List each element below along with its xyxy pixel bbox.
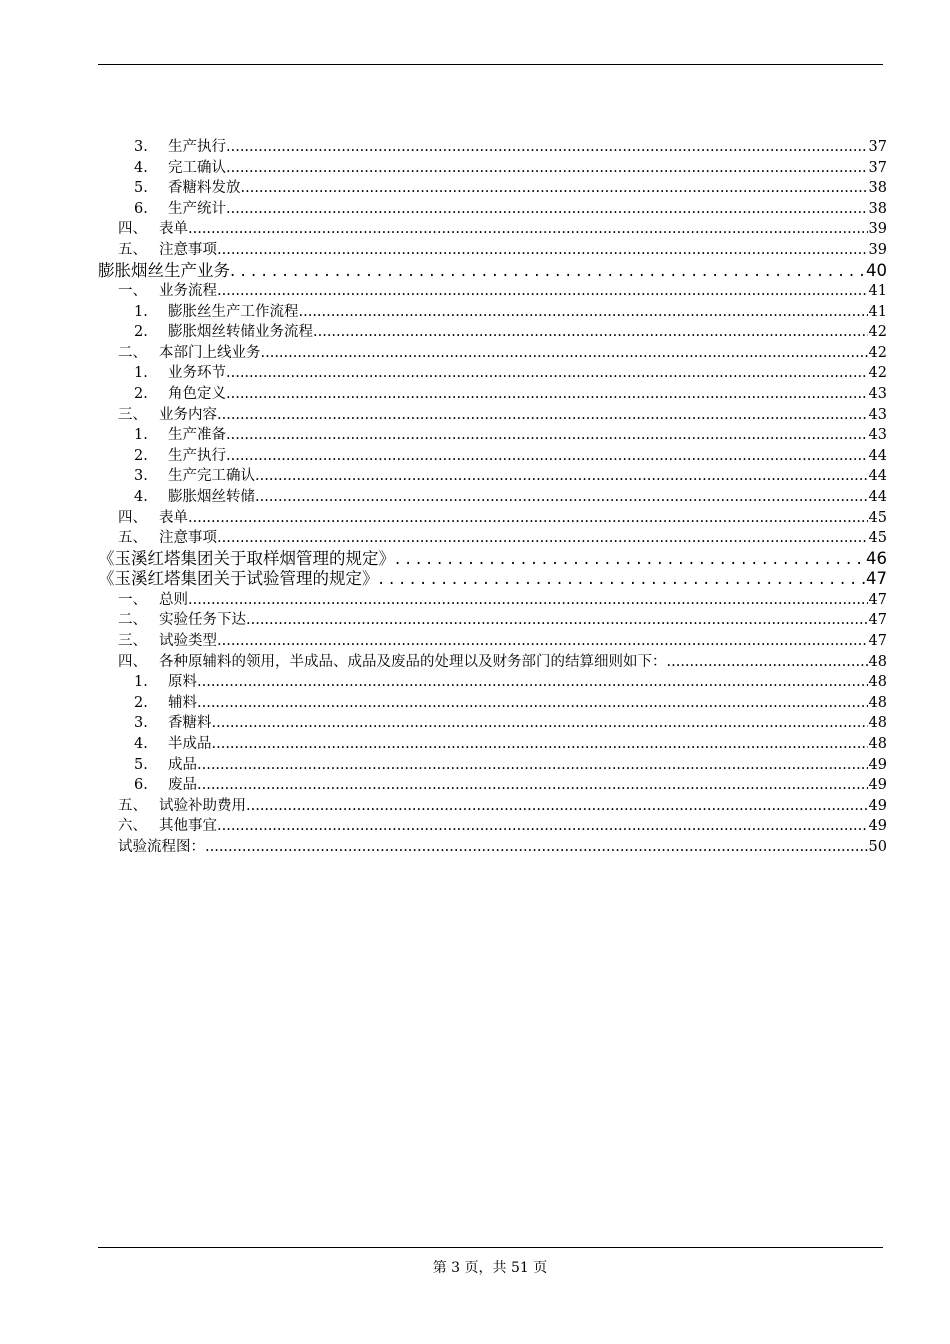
toc-entry-number: 4. [134, 489, 148, 505]
toc-entry-page-number: 50 [868, 838, 887, 855]
toc-entry-page-number: 49 [868, 756, 887, 773]
toc-dot-leader [255, 487, 868, 508]
toc-entry-title: 生产执行 [168, 447, 226, 464]
toc-dot-leader [226, 158, 868, 179]
toc-entry[interactable] [98, 755, 887, 776]
toc-entry-number: 3. [134, 139, 148, 155]
toc-entry[interactable] [98, 302, 887, 323]
toc-entry-number: 5. [134, 180, 148, 197]
toc-dot-leader [188, 590, 868, 611]
toc-entry-title: 辅料 [168, 694, 197, 711]
toc-entry-title: 生产执行 [168, 139, 226, 155]
toc-entry[interactable] [98, 610, 887, 631]
toc-entry[interactable] [98, 158, 887, 179]
toc-entry-number: 1. [134, 365, 148, 382]
toc-dot-leader [226, 199, 868, 220]
toc-entry-title: 膨胀烟丝转储 [168, 489, 255, 505]
toc-entry-number: 4. [134, 159, 148, 176]
toc-entry-title: 实验任务下达 [159, 612, 246, 629]
toc-entry-page-number: 47 [868, 591, 887, 608]
toc-dot-leader [197, 672, 868, 693]
toc-entry-title: 试验类型 [159, 632, 217, 649]
toc-entry-title: 表单 [159, 509, 188, 526]
toc-entry-page-number: 48 [868, 715, 887, 732]
toc-entry[interactable] [98, 796, 887, 817]
toc-entry-number: 4. [134, 735, 148, 752]
toc-dot-leader [667, 652, 868, 673]
toc-entry-title: 《玉溪红塔集团关于试验管理的规定》 [98, 569, 379, 589]
toc-dot-leader [313, 322, 868, 343]
toc-entry-page-number: 44 [868, 447, 887, 464]
toc-entry-number: 5. [134, 756, 148, 773]
toc-entry[interactable] [98, 425, 887, 446]
toc-dot-leader [188, 219, 868, 240]
toc-entry-page-number: 47 [868, 612, 887, 629]
toc-dot-leader [197, 693, 868, 714]
toc-entry-title: 废品 [168, 777, 197, 794]
toc-entry-page-number: 39 [868, 221, 887, 238]
toc-entry-title: 膨胀丝生产工作流程 [168, 303, 299, 320]
toc-entry[interactable] [98, 219, 887, 240]
toc-entry-page-number: 48 [868, 653, 887, 670]
toc-entry-number: 一、 [118, 283, 147, 300]
toc-dot-leader [395, 549, 865, 570]
toc-entry-title: 注意事项 [159, 530, 217, 547]
toc-dot-leader [246, 796, 868, 817]
toc-entry[interactable] [98, 590, 887, 611]
toc-dot-leader [226, 446, 868, 467]
toc-entry-title: 完工确认 [168, 159, 226, 176]
toc-entry-page-number: 47 [866, 569, 887, 589]
toc-entry-number: 2. [134, 324, 148, 341]
toc-entry-page-number: 48 [868, 735, 887, 752]
toc-entry-page-number: 42 [868, 365, 887, 382]
toc-entry-title: 成品 [168, 756, 197, 773]
toc-dot-leader [246, 610, 868, 631]
toc-entry-number: 二、 [118, 612, 147, 629]
toc-entry[interactable] [98, 528, 887, 549]
toc-entry[interactable] [98, 466, 887, 487]
toc-entry-number: 四、 [118, 509, 147, 526]
toc-entry-number: 3. [134, 468, 148, 485]
toc-dot-leader [217, 528, 868, 549]
toc-entry[interactable] [98, 405, 887, 426]
toc-entry-title: 试验流程图： [118, 838, 205, 855]
toc-entry[interactable] [98, 178, 887, 199]
toc-dot-leader [379, 569, 866, 590]
toc-dot-leader [226, 384, 868, 405]
toc-dot-leader [217, 281, 868, 302]
toc-dot-leader [197, 775, 868, 796]
toc-entry[interactable] [98, 322, 887, 343]
toc-entry-number: 五、 [118, 241, 147, 258]
toc-entry-number: 四、 [118, 653, 147, 670]
toc-entry-page-number: 41 [868, 303, 887, 320]
toc-entry-page-number: 43 [868, 427, 887, 444]
toc-entry[interactable] [98, 652, 887, 673]
toc-entry-number: 1. [134, 303, 148, 320]
toc-entry-number: 五、 [118, 797, 147, 814]
toc-entry[interactable] [98, 569, 887, 590]
toc-entry-page-number: 38 [868, 200, 887, 217]
toc-entry-page-number: 40 [866, 260, 887, 280]
toc-entry-page-number: 43 [868, 386, 887, 403]
toc-dot-leader [217, 405, 868, 426]
toc-entry-number: 一、 [118, 591, 147, 608]
toc-dot-leader [255, 466, 868, 487]
toc-entry-title: 生产统计 [168, 200, 226, 217]
toc-entry-number: 二、 [118, 344, 147, 361]
toc-entry-page-number: 38 [868, 180, 887, 197]
toc-entry-page-number: 48 [868, 694, 887, 711]
toc-entry-title: 《玉溪红塔集团关于取样烟管理的规定》 [98, 548, 395, 568]
toc-entry[interactable] [98, 199, 887, 220]
toc-entry-number: 2. [134, 694, 148, 711]
toc-entry-number: 2. [134, 447, 148, 464]
toc-entry-number: 六、 [118, 818, 147, 835]
toc-entry[interactable] [98, 343, 887, 364]
toc-entry-title: 试验补助费用 [159, 797, 246, 814]
toc-entry-page-number: 43 [868, 406, 887, 423]
toc-entry-page-number: 37 [868, 139, 887, 155]
toc-entry-page-number: 45 [868, 509, 887, 526]
toc-entry[interactable] [98, 837, 887, 858]
toc-entry-title: 角色定义 [168, 386, 226, 403]
table-of-contents [98, 137, 887, 858]
toc-entry-title: 膨胀烟丝转储业务流程 [168, 324, 313, 341]
toc-entry[interactable] [98, 487, 887, 508]
toc-entry[interactable] [98, 261, 887, 282]
toc-entry-page-number: 39 [868, 241, 887, 258]
toc-entry-number: 6. [134, 777, 148, 794]
toc-entry[interactable] [98, 240, 887, 261]
toc-entry-title: 原料 [168, 674, 197, 691]
toc-entry-number: 五、 [118, 530, 147, 547]
toc-entry-page-number: 49 [868, 777, 887, 794]
toc-dot-leader [226, 363, 868, 384]
toc-entry[interactable] [98, 384, 887, 405]
toc-entry-page-number: 47 [868, 632, 887, 649]
toc-entry[interactable] [98, 446, 887, 467]
toc-entry-number: 三、 [118, 406, 147, 423]
toc-entry[interactable] [98, 672, 887, 693]
toc-entry-title: 业务环节 [168, 365, 226, 382]
toc-entry-title: 注意事项 [159, 241, 217, 258]
page-footer: 第 3 页，共 51 页 [432, 1260, 548, 1276]
toc-entry[interactable] [98, 281, 887, 302]
toc-entry-title: 香糖料 [168, 715, 212, 732]
toc-dot-leader [230, 261, 865, 282]
toc-dot-leader [188, 508, 868, 529]
toc-entry-number: 四、 [118, 221, 147, 238]
toc-entry-title: 表单 [159, 221, 188, 238]
toc-dot-leader [205, 837, 868, 858]
toc-entry-title: 业务内容 [159, 406, 217, 423]
toc-entry-title: 生产完工确认 [168, 468, 255, 485]
toc-entry[interactable] [98, 631, 887, 652]
toc-entry[interactable] [98, 713, 887, 734]
toc-entry[interactable] [98, 363, 887, 384]
toc-entry-page-number: 42 [868, 324, 887, 341]
toc-entry-page-number: 49 [868, 797, 887, 814]
toc-entry-title: 半成品 [168, 735, 212, 752]
toc-entry[interactable] [98, 549, 887, 570]
toc-entry-page-number: 44 [868, 468, 887, 485]
toc-dot-leader [226, 425, 868, 446]
toc-entry[interactable] [98, 816, 887, 837]
toc-entry-title: 膨胀烟丝生产业务 [98, 260, 230, 280]
toc-entry-page-number: 46 [866, 548, 887, 568]
toc-entry-page-number: 37 [868, 159, 887, 176]
toc-entry-page-number: 45 [868, 530, 887, 547]
toc-dot-leader [299, 302, 868, 323]
toc-entry[interactable] [98, 734, 887, 755]
toc-dot-leader [241, 178, 868, 199]
toc-dot-leader [197, 755, 868, 776]
toc-entry[interactable] [98, 775, 887, 796]
toc-dot-leader [212, 713, 868, 734]
toc-entry-number: 2. [134, 386, 148, 403]
toc-entry-title: 香糖料发放 [168, 180, 241, 197]
toc-entry-title: 总则 [159, 591, 188, 608]
toc-entry-page-number: 41 [868, 283, 887, 300]
toc-dot-leader [217, 240, 868, 261]
toc-entry-title: 业务流程 [159, 283, 217, 300]
toc-entry[interactable] [98, 137, 887, 158]
toc-entry[interactable] [98, 508, 887, 529]
toc-dot-leader [217, 816, 868, 837]
toc-entry[interactable] [98, 693, 887, 714]
toc-entry-number: 1. [134, 427, 148, 444]
toc-dot-leader [261, 343, 868, 364]
header-rule [98, 64, 883, 65]
toc-entry-page-number: 49 [868, 818, 887, 835]
toc-dot-leader [212, 734, 868, 755]
toc-dot-leader [226, 137, 868, 158]
toc-entry-number: 三、 [118, 632, 147, 649]
toc-entry-number: 6. [134, 200, 148, 217]
toc-entry-title: 各种原辅料的领用，半成品、成品及废品的处理以及财务部门的结算细则如下： [159, 653, 667, 670]
toc-entry-page-number: 44 [868, 489, 887, 505]
toc-entry-page-number: 42 [868, 344, 887, 361]
toc-entry-number: 3. [134, 715, 148, 732]
toc-entry-title: 生产准备 [168, 427, 226, 444]
footer-rule [98, 1247, 883, 1248]
toc-entry-number: 1. [134, 674, 148, 691]
toc-entry-title: 其他事宜 [159, 818, 217, 835]
toc-dot-leader [217, 631, 868, 652]
toc-entry-title: 本部门上线业务 [159, 344, 261, 361]
toc-entry-page-number: 48 [868, 674, 887, 691]
